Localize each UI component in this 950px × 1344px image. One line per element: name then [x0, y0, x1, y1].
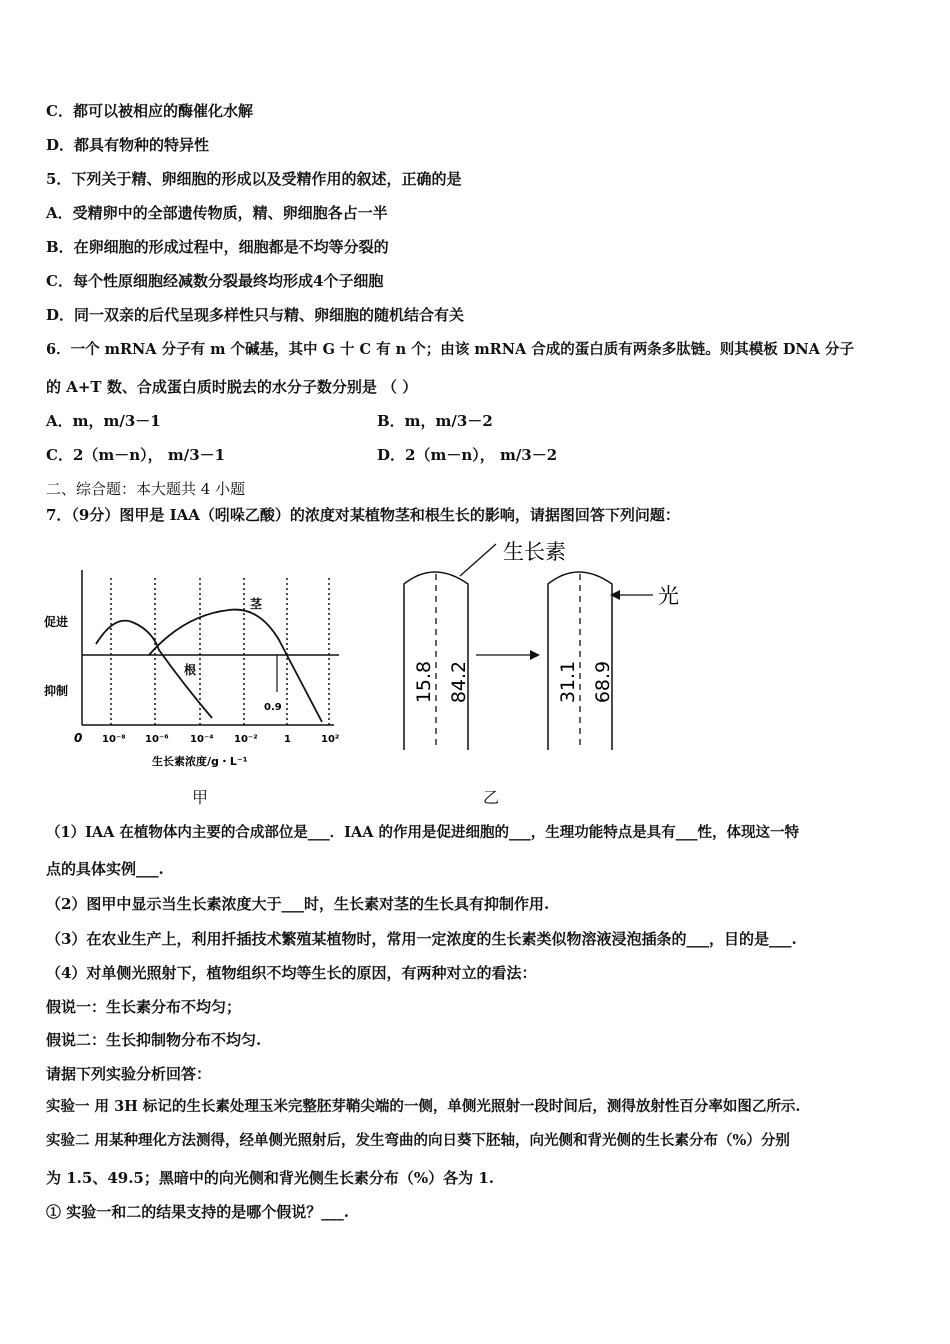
vertical-gridlines — [111, 578, 329, 725]
y-label-promote: 促进 — [44, 615, 69, 629]
q7-part4: （4）对单侧光照射下，植物组织不均等生长的原因，有两种对立的看法： — [46, 964, 537, 982]
label-light: 光 — [658, 584, 679, 608]
q5-option-b: B．在卵细胞的形成过程中，细胞都是不均等分裂的 — [46, 238, 389, 256]
figure-yi-caption: 乙 — [483, 788, 500, 807]
x-tick-label: 10⁻⁶ — [145, 734, 169, 745]
q4-option-d: D．都具有物种的特异性 — [46, 136, 210, 154]
stem-label: 茎 — [250, 597, 263, 611]
auxin-pointer — [460, 544, 496, 576]
right-light-value: 31.1 — [557, 660, 579, 704]
x-tick-label: 10² — [321, 734, 340, 745]
q6-stem-line2: 的 A+T 数、合成蛋白质时脱去的水分子数分别是 （ ） — [46, 378, 418, 396]
q7-part1-line1: （1）IAA 在植物体内主要的合成部位是___．IAA 的作用是促进细胞的___，生理功能特点是具有___性，体现这一特 — [46, 824, 799, 841]
analysis-prompt: 请据下列实验分析回答： — [46, 1065, 212, 1083]
experiment-1: 实验一 用 3H 标记的生长素处理玉米完整胚芽鞘尖端的一侧，单侧光照射一段时间后，测得放射性百分率如图乙所示. — [46, 1098, 801, 1115]
q6-option-c: C．2（m－n）， m/3－1 — [46, 446, 226, 464]
q4-option-c: C．都可以被相应的酶催化水解 — [46, 102, 253, 120]
q5-option-d: D．同一双亲的后代呈现多样性只与精、卵细胞的随机结合有关 — [46, 306, 465, 324]
x-tick-label: 10⁻² — [234, 734, 258, 745]
hypothesis-2: 假说二：生长抑制物分布不均匀. — [46, 1031, 262, 1049]
q6-option-d: D．2（m－n）， m/3－2 — [377, 446, 558, 464]
sub-question-1: ① 实验一和二的结果支持的是哪个假说？___. — [46, 1203, 349, 1221]
q7-part3: （3）在农业生产上，利用扦插技术繁殖某植物时，常用一定浓度的生长素类似物溶液浸泡插条的___，目的是___. — [46, 930, 797, 948]
section-heading: 二、综合题：本大题共 4 小题 — [46, 480, 246, 498]
left-dark-value: 84.2 — [448, 660, 470, 704]
figure-yi-diagram — [398, 532, 698, 754]
q6-option-b: B．m，m/3－2 — [377, 412, 493, 430]
q7-part2: （2）图甲中显示当生长素浓度大于___时，生长素对茎的生长具有抑制作用. — [46, 895, 550, 913]
x-axis-label: 生长素浓度/g・L⁻¹ — [152, 755, 248, 768]
q7-stem: 7．（9分）图甲是 IAA（吲哚乙酸）的浓度对某植物茎和根生长的影响，请据图回答下列问题： — [46, 506, 680, 524]
x-tick-label: 10⁻⁸ — [102, 734, 126, 745]
label-auxin: 生长素 — [503, 540, 566, 564]
x-tick-label: 1 — [284, 734, 291, 745]
hypothesis-1: 假说一：生长素分布不均匀； — [46, 998, 242, 1016]
q6-stem-line1: 6．一个 mRNA 分子有 m 个碱基，其中 G 十 C 有 n 个；由该 mRNA 合成的蛋白质有两条多肽链。则其模板 DNA 分子 — [46, 341, 854, 358]
y-label-inhibit: 抑制 — [44, 684, 69, 698]
q5-option-c: C．每个性原细胞经减数分裂最终均形成4个子细胞 — [46, 272, 384, 290]
origin-label: 0 — [74, 731, 83, 745]
transition-arrowhead — [530, 650, 540, 660]
stem-curve — [149, 610, 322, 722]
left-light-value: 15.8 — [413, 660, 435, 704]
q5-option-a: A．受精卵中的全部遗传物质，精、卵细胞各占一半 — [46, 204, 388, 222]
x-tick-label: 10⁻⁴ — [190, 734, 214, 745]
figure-jia-chart — [44, 560, 350, 775]
figure-jia-caption: 甲 — [192, 788, 209, 807]
right-dark-value: 68.9 — [592, 660, 614, 704]
experiment-2-line2: 为 1.5、49.5；黑暗中的向光侧和背光侧生长素分布（%）各为 1. — [46, 1169, 494, 1187]
q5-stem: 5．下列关于精、卵细胞的形成以及受精作用的叙述，正确的是 — [46, 170, 462, 188]
experiment-2-line1: 实验二 用某种理化方法测得，经单侧光照射后，发生弯曲的向日葵下胚轴，向光侧和背光侧的生长素分布（%）分别 — [46, 1132, 790, 1149]
q6-option-a: A．m，m/3－1 — [46, 412, 161, 430]
root-label: 根 — [184, 663, 197, 677]
q7-part1-line2: 点的具体实例___. — [46, 860, 164, 878]
value-09-label: 0.9 — [264, 702, 282, 713]
